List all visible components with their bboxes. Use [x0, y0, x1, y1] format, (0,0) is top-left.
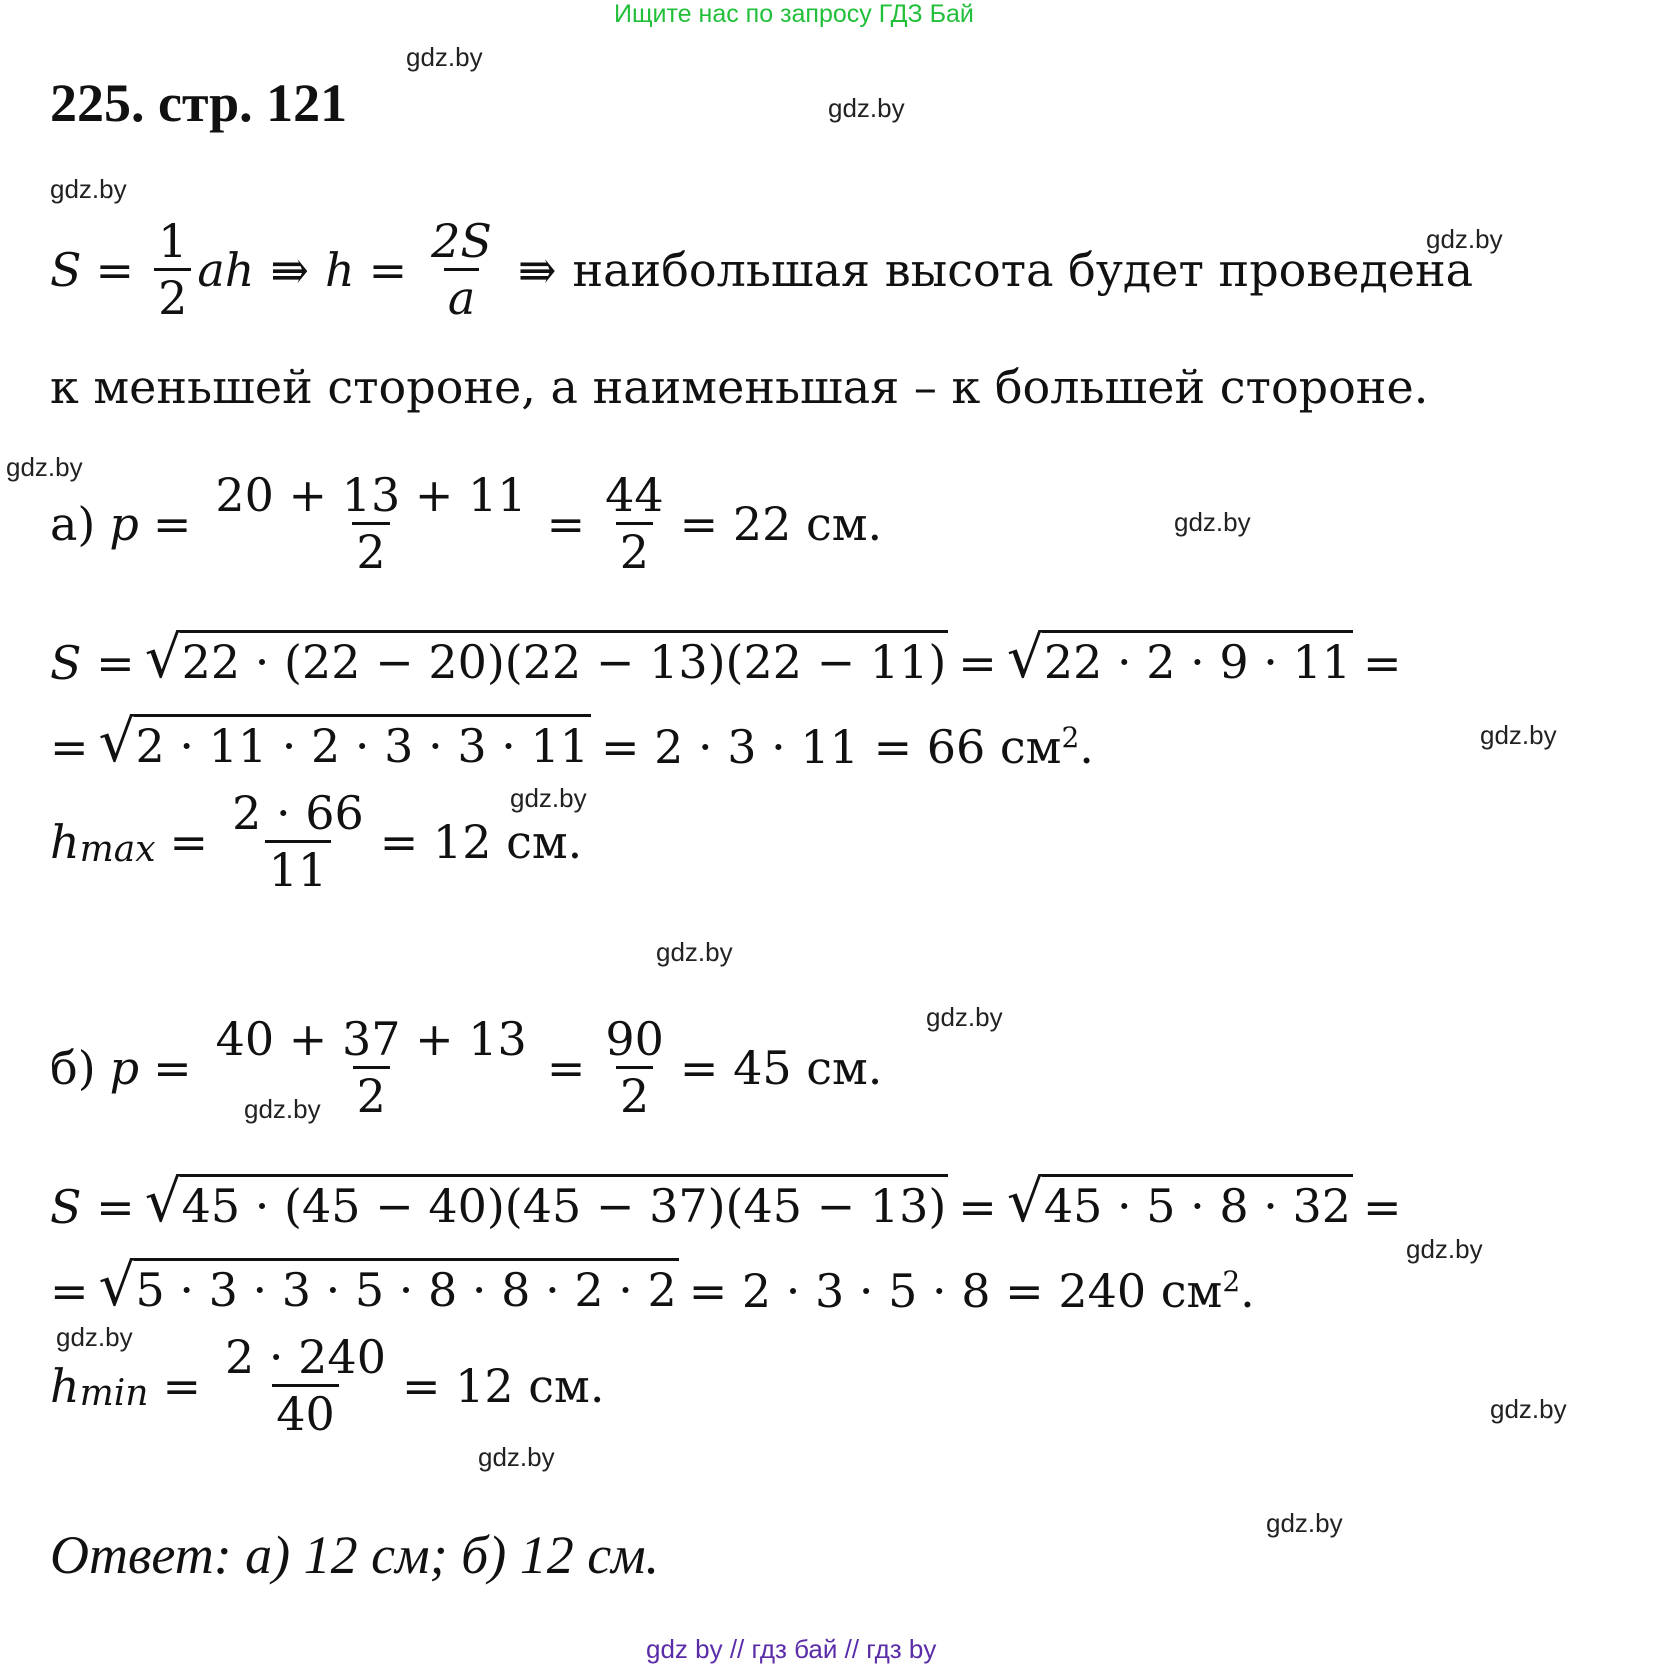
- area-lhs: S =: [50, 636, 135, 690]
- watermark: gdz.by: [1490, 1394, 1567, 1424]
- equals-sign: =: [152, 496, 192, 551]
- watermark: gdz.by: [1266, 1508, 1343, 1538]
- var-h: h: [50, 814, 80, 869]
- radical-sign: √: [98, 1251, 136, 1319]
- period: .: [1079, 720, 1094, 774]
- perimeter-result: = 22 см.: [679, 496, 883, 551]
- part-a-hmax: [50, 786, 583, 897]
- watermark: gdz.by: [1406, 1234, 1483, 1264]
- part-a-perimeter: [50, 468, 883, 579]
- part-b-area-result: [50, 1251, 1255, 1319]
- radical-sign: √: [98, 707, 136, 775]
- subscript-min: min: [79, 1372, 149, 1414]
- radical-sign: √: [1006, 623, 1044, 691]
- perimeter-result: = 45 см.: [679, 1040, 883, 1095]
- equals-sign: =: [153, 1040, 192, 1095]
- var-ah: ah: [197, 242, 255, 297]
- equals-sign: =: [50, 1264, 89, 1318]
- watermark: gdz.by: [828, 93, 905, 123]
- var-h: h: [324, 242, 355, 297]
- part-label: б): [50, 1040, 96, 1095]
- watermark: gdz.by: [478, 1442, 555, 1472]
- numerator: 2S: [431, 214, 492, 268]
- part-label: а): [50, 496, 96, 551]
- numerator: 44: [605, 468, 664, 522]
- var-h: h: [50, 1358, 80, 1413]
- area-result: = 2 · 3 · 11 = 66 см: [600, 720, 1062, 774]
- part-b-heron: [50, 1167, 1402, 1235]
- equals-sign: =: [50, 720, 89, 774]
- denominator: 2: [616, 522, 653, 575]
- part-b-perimeter: [50, 1012, 883, 1123]
- intro-text-2: к меньшей стороне, а наименьшая – к большей стороне.: [50, 360, 1429, 414]
- numerator: 90: [605, 1012, 664, 1066]
- implies-sign: ⇛: [517, 242, 557, 297]
- fraction-height: [221, 1330, 390, 1441]
- denominator: 2: [154, 268, 191, 321]
- radicand: 22 · 2 · 9 · 11: [1042, 630, 1353, 686]
- watermark: gdz.by: [50, 174, 127, 204]
- radical-sign: √: [1006, 1167, 1044, 1235]
- period: .: [1240, 1264, 1255, 1318]
- var-p: p: [109, 1040, 140, 1095]
- height-result: = 12 см.: [379, 814, 583, 869]
- radicand: 2 · 11 · 2 · 3 · 3 · 11: [134, 714, 591, 770]
- watermark: gdz.by: [656, 937, 733, 967]
- sqrt-expression: [98, 1251, 679, 1319]
- sqrt-expression: [144, 1167, 949, 1235]
- numerator: 2 · 66: [232, 786, 364, 840]
- numerator: 20 + 13 + 11: [215, 468, 527, 522]
- watermark: gdz.by: [1426, 224, 1503, 254]
- fraction-90-over-2: [601, 1012, 668, 1123]
- denominator: 40: [272, 1384, 339, 1437]
- fraction-sum: [212, 1012, 531, 1123]
- sqrt-expression: [98, 707, 591, 775]
- area-result: = 2 · 3 · 5 · 8 = 240 см: [688, 1264, 1223, 1318]
- denominator: 2: [352, 522, 389, 575]
- implies-sign: ⇛: [270, 242, 309, 297]
- radicand: 22 · (22 − 20)(22 − 13)(22 − 11): [180, 630, 949, 686]
- watermark: gdz.by: [1480, 720, 1557, 750]
- var-p: p: [109, 496, 139, 551]
- part-a-area-result: [50, 707, 1094, 775]
- watermark: gdz.by: [6, 452, 83, 482]
- equals-sign: =: [162, 1358, 202, 1413]
- radicand: 45 · 5 · 8 · 32: [1042, 1174, 1353, 1230]
- page-title: 225. стр. 121: [50, 73, 348, 133]
- numerator: 40 + 37 + 13: [215, 1012, 527, 1066]
- top-banner: Ищите нас по запросу ГДЗ Бай: [614, 0, 974, 28]
- watermark: gdz.by: [926, 1002, 1003, 1032]
- area-lhs: S =: [50, 1180, 135, 1234]
- fraction-sum: [211, 468, 530, 579]
- var-S: S: [50, 242, 82, 297]
- fraction-one-half: [154, 214, 191, 325]
- height-result: = 12 см.: [401, 1358, 605, 1413]
- radical-sign: √: [144, 1167, 182, 1235]
- radical-sign: √: [144, 623, 182, 691]
- answer-line: Ответ: а) 12 см; б) 12 см.: [50, 1525, 660, 1585]
- numerator: 1: [158, 214, 188, 268]
- sqrt-expression: [1006, 623, 1353, 691]
- area-exponent: 2: [1222, 1265, 1241, 1298]
- radicand: 45 · (45 − 40)(45 − 37)(45 − 13): [180, 1174, 949, 1230]
- area-exponent: 2: [1061, 721, 1080, 754]
- watermark: gdz.by: [1174, 507, 1251, 537]
- intro-text-1: наибольшая высота будет проведена: [572, 242, 1474, 297]
- equals-sign: =: [95, 242, 135, 297]
- denominator: 2: [616, 1066, 653, 1119]
- equals-sign: =: [958, 636, 997, 690]
- numerator: 2 · 240: [225, 1330, 386, 1384]
- denominator: 11: [265, 840, 332, 893]
- fraction-height: [228, 786, 368, 897]
- equals-sign: =: [546, 1040, 586, 1095]
- footer-links: gdz by // гдз бай // гдз by: [646, 1634, 937, 1664]
- equals-sign: =: [958, 1180, 997, 1234]
- watermark: gdz.by: [510, 783, 587, 813]
- watermark: gdz.by: [244, 1094, 321, 1124]
- equals-sign: =: [1363, 1180, 1402, 1234]
- fraction-44-over-2: [601, 468, 668, 579]
- equals-sign: =: [1363, 636, 1402, 690]
- watermark: gdz.by: [56, 1322, 133, 1352]
- part-b-hmin: [50, 1330, 605, 1441]
- equals-sign: =: [546, 496, 586, 551]
- part-a-heron: [50, 623, 1402, 691]
- equals-sign: =: [368, 242, 408, 297]
- sqrt-expression: [1006, 1167, 1353, 1235]
- fraction-2S-over-a: [427, 214, 496, 325]
- subscript-max: max: [79, 828, 156, 870]
- radicand: 5 · 3 · 3 · 5 · 8 · 8 · 2 · 2: [134, 1258, 679, 1314]
- denominator: a: [444, 268, 479, 321]
- equals-sign: =: [169, 814, 209, 869]
- denominator: 2: [353, 1066, 390, 1119]
- intro-formula: [50, 214, 1474, 325]
- sqrt-expression: [144, 623, 949, 691]
- watermark: gdz.by: [406, 42, 483, 72]
